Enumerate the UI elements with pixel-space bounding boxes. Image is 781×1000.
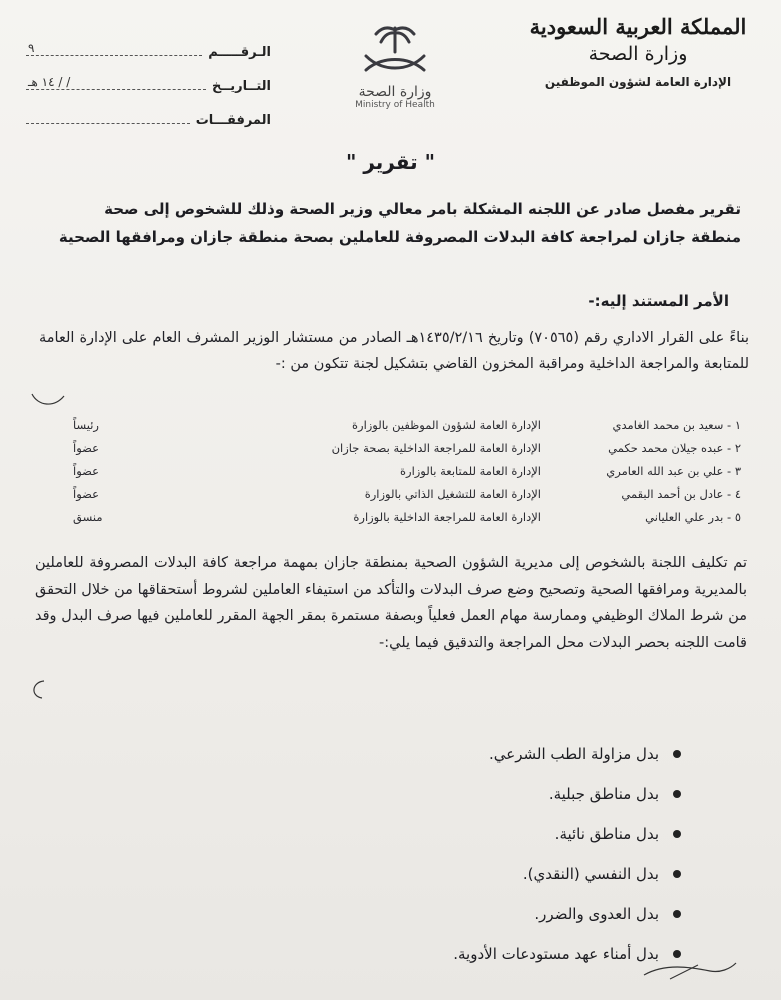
bullet-icon (673, 750, 681, 758)
report-title: " تقرير " (345, 150, 436, 174)
ref-label: الـرقـــــم (208, 45, 271, 60)
list-item (241, 894, 681, 934)
kingdom-name: المملكة العربية السعودية (529, 14, 747, 39)
date-row (26, 60, 271, 94)
list-item (241, 854, 681, 894)
allowance-text: بدل مزاولة الطب الشرعي. (489, 745, 659, 763)
organization-header (513, 14, 763, 89)
attachments-line (26, 109, 190, 124)
member-name: ٣ - علي بن عبد الله العامري (606, 463, 741, 478)
allowances-list (241, 734, 681, 974)
date-line (26, 75, 206, 90)
member-row (61, 436, 741, 459)
allowance-text: بدل مناطق نائية. (554, 825, 659, 843)
bullet-icon (673, 790, 681, 798)
member-role: منسق (73, 509, 103, 524)
pen-mark-icon (26, 678, 52, 702)
bullet-icon (673, 830, 681, 838)
member-name: ٤ - عادل بن أحمد البقمي (621, 486, 741, 501)
ref-value: ٩ (28, 41, 35, 55)
reference-fields (26, 26, 271, 128)
ref-row (26, 26, 271, 60)
allowance-text: بدل أمناء عهد مستودعات الأدوية. (453, 945, 659, 963)
intro-paragraph: بناءً على القرار الاداري رقم (٧٠٥٦٥) وتاريخ ١٤٣٥/٢/١٦هـ الصادر من مستشار الوزير المشرف العام على الإدارة العامة للمتابعة والمراجعة الداخلية ومراقبة المخزون القاضي بتشكيل لجنة تتكون من :- (39, 330, 749, 372)
member-role: رئيساً (73, 417, 99, 432)
member-department: الإدارة العامة للمراجعة الداخلية بصحة جازان (331, 440, 541, 455)
member-name: ١ - سعيد بن محمد الغامدي (612, 417, 741, 432)
bullet-icon (673, 870, 681, 878)
ministry-logo (340, 20, 450, 110)
logo-english-text: Ministry of Health (355, 100, 435, 110)
member-name: ٢ - عبده جيلان محمد حكمي (608, 440, 741, 455)
signature-stroke-icon (640, 955, 740, 985)
bullet-icon (673, 910, 681, 918)
department-name: الإدارة العامة لشؤون الموظفين (544, 75, 732, 89)
member-role: عضواً (73, 463, 99, 478)
pen-mark-icon (28, 388, 68, 410)
member-row (61, 482, 741, 505)
allowance-text: بدل مناطق جبلية. (548, 785, 659, 803)
committee-members (61, 413, 741, 528)
member-row (61, 413, 741, 436)
report-subject: تقرير مفصل صادر عن اللجنه المشكلة بامر معالي وزير الصحة وذلك للشخوص إلى صحة منطقة جازان لمراجعة كافة البدلات المصروفة للعاملين بصحة منطقة جازان ومرافقها الصحية (58, 200, 741, 246)
date-value: / / ١٤ هـ (28, 75, 71, 89)
member-row (61, 459, 741, 482)
salutation: الأمر المستند إليه:- (588, 292, 729, 310)
ref-line (26, 41, 202, 56)
allowance-text: بدل العدوى والضرر. (534, 905, 659, 923)
attachments-row (26, 94, 271, 128)
member-name: ٥ - بدر علي العلياني (645, 509, 741, 524)
palm-swords-icon (354, 20, 436, 82)
member-role: عضواً (73, 486, 99, 501)
list-item (241, 774, 681, 814)
member-department: الإدارة العامة للتشغيل الذاتي بالوزارة (364, 486, 541, 501)
list-item (241, 814, 681, 854)
list-item (241, 734, 681, 774)
date-label: التــاريــخ (211, 79, 271, 94)
attachments-label: المرفقـــات (195, 113, 271, 128)
allowance-text: بدل النفسي (النقدي). (522, 865, 659, 883)
member-row (61, 505, 741, 528)
member-department: الإدارة العامة للمتابعة بالوزارة (399, 463, 541, 478)
member-department: الإدارة العامة لشؤون الموظفين بالوزارة (351, 417, 541, 432)
list-item (241, 934, 681, 974)
logo-arabic-text: وزارة الصحة (358, 84, 432, 100)
member-role: عضواً (73, 440, 99, 455)
assignment-paragraph: تم تكليف اللجنة بالشخوص إلى مديرية الشؤون الصحية بمنطقة جازان بمهمة مراجعة كافة البدلات المصروفة للعاملين بالمديرية ومرافقها الصحية وتصحيح وضع صرف البدلات والتأكد من استيفاء العاملين لشروط أستحقاقها من خلال التحقق من شرط الملاك الوظيفي وممارسة مهام العمل فعلياً وبصفة مستمرة بمقر الجهة المقرر للعاملين فيها صرف البدل وقد قامت اللجنه بحصر البدلات محل المراجعة والتدقيق فيما يلي:- (35, 555, 747, 651)
member-department: الإدارة العامة للمراجعة الداخلية بالوزارة (353, 509, 541, 524)
ministry-name: وزارة الصحة (588, 43, 688, 65)
